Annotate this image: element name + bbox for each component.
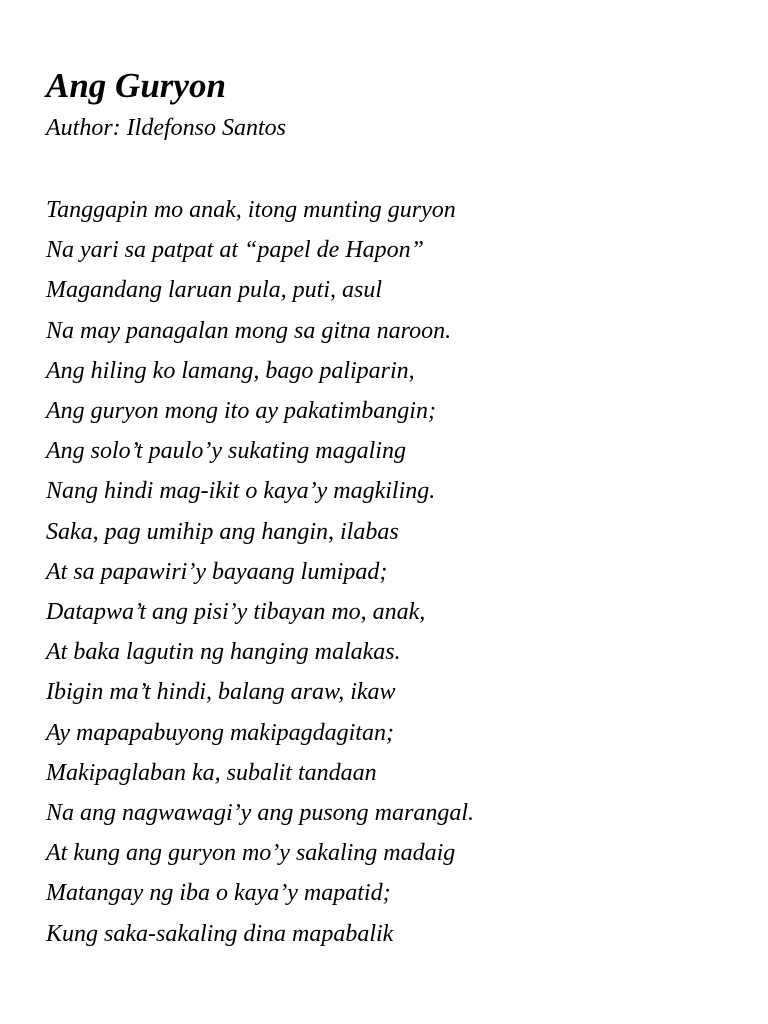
poem-line: Nang hindi mag-ikit o kaya’y magkiling.	[46, 478, 436, 505]
poem-line: Na may panagalan mong sa gitna naroon.	[46, 317, 452, 344]
poem-line: Ang solo’t paulo’y sukating magaling	[46, 438, 406, 465]
poem-line: Makipaglaban ka, subalit tandaan	[46, 759, 377, 786]
poem-line: Saka, pag umihip ang hangin, ilabas	[46, 518, 399, 545]
poem-line: Ang hiling ko lamang, bago paliparin,	[46, 357, 415, 384]
document-page	[46, 62, 736, 954]
poem-title: Ang Guryon	[46, 66, 226, 105]
poem-line: Kung saka-sakaling dina mapabalik	[46, 920, 394, 947]
poem-line: At kung ang guryon mo’y sakaling madaig	[46, 840, 456, 867]
poem-body	[46, 190, 736, 954]
poem-line: At sa papawiri’y bayaang lumipad;	[46, 558, 388, 585]
poem-line: At baka lagutin ng hanging malakas.	[46, 639, 401, 666]
poem-line: Ay mapapabuyong makipagdagitan;	[46, 719, 394, 746]
poem-line: Datapwa’t ang pisi’y tibayan mo, anak,	[46, 599, 426, 626]
poem-line: Ibigin ma’t hindi, balang araw, ikaw	[46, 679, 396, 706]
poem-line: Tanggapin mo anak, itong munting guryon	[46, 197, 456, 223]
poem-line: Magandang laruan pula, puti, asul	[46, 277, 383, 304]
poem-line: Matangay ng iba o kaya’y mapatid;	[46, 880, 391, 907]
poem-line: Ang guryon mong ito ay pakatimbangin;	[46, 398, 436, 425]
poem-line: Na yari sa patpat at “papel de Hapon”	[46, 237, 425, 264]
poem-line: Na ang nagwawagi’y ang pusong marangal.	[46, 800, 475, 827]
poem-author: Author: Ildefonso Santos	[46, 115, 286, 141]
